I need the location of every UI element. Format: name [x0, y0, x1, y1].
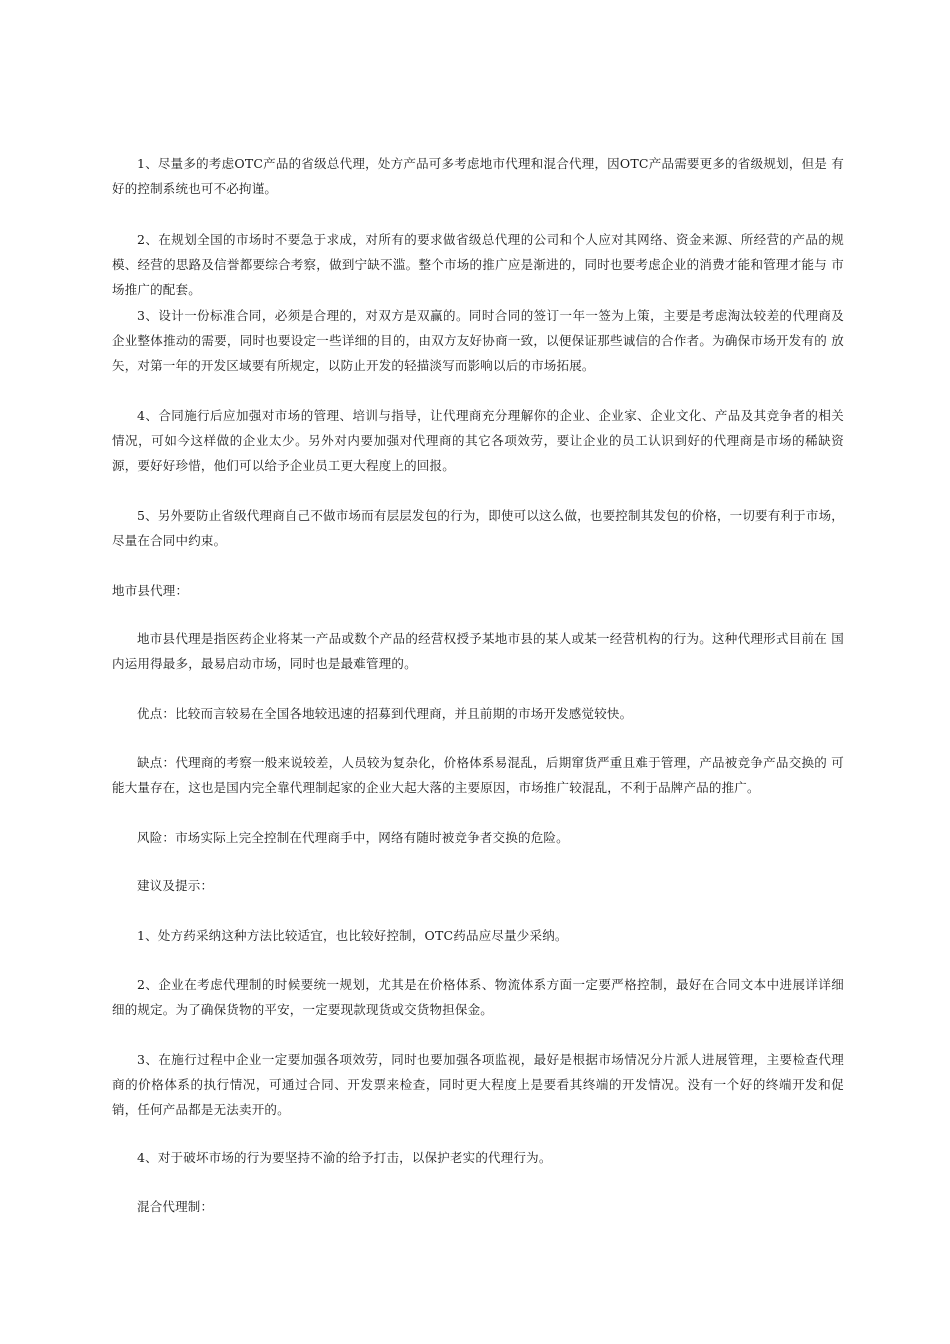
- paragraph-advantages: 优点：比较而言较易在全国各地较迅速的招募到代理商，并且前期的市场开发感觉较快。: [137, 705, 633, 721]
- paragraph-city-county-definition: 地市县代理是指医药企业将某一产品或数个产品的经营权授予某地市县的某人或某一经营机构的行为。这种代理形式目前在 国内运用得最多，最易启动市场，同时也是最难管理的。: [112, 630, 844, 671]
- paragraph-suggestion-1: 1、处方药采纳这种方法比较适宜，也比较好控制，OTC药品应尽量少采纳。: [137, 927, 568, 943]
- paragraph-provincial-5: 5、另外要防止省级代理商自己不做市场而有层层发包的行为，即使可以这么做，也要控制其发包的价格，一切要有利于市场， 尽量在合同中约束。: [112, 507, 844, 548]
- paragraph-suggestion-4: 4、对于破坏市场的行为要坚持不渝的给予打击，以保护老实的代理行为。: [137, 1149, 552, 1165]
- heading-city-county-agency: 地市县代理：: [112, 582, 189, 598]
- paragraph-suggestion-2: 2、企业在考虑代理制的时候要统一规划，尤其是在价格体系、物流体系方面一定要严格控制，最好在合同文本中进展详详细 细的规定。为了确保货物的平安，一定要现款现货或交货物担保金。: [112, 976, 844, 1017]
- paragraph-provincial-2: 2、在规划全国的市场时不要急于求成，对所有的要求做省级总代理的公司和个人应对其网络、资金来源、所经营的产品的规 模、经营的思路及信誉都要综合考察，做到宁缺不滥。整个市场的推广应是渐进的，同时也要考虑企业的消费才能和管理才能与 市场推广的配套。: [112, 231, 844, 297]
- paragraph-disadvantages: 缺点：代理商的考察一般来说较差，人员较为复杂化，价格体系易混乱，后期窜货严重且难于管理，产品被竞争产品交换的 可能大量存在，这也是国内完全靠代理制起家的企业大起大落的主要原因，市场推广较混乱，不利于品牌产品的推广。: [112, 754, 844, 795]
- heading-suggestions: 建议及提示：: [137, 877, 214, 893]
- paragraph-provincial-4: 4、合同施行后应加强对市场的管理、培训与指导，让代理商充分理解你的企业、企业家、企业文化、产品及其竞争者的相关 情况，可如今这样做的企业太少。另外对内要加强对代理商的其它各项效劳，要让企业的员工认识到好的代理商是市场的稀缺资 源，要好好珍惜，他们可以给予企业员工更大程度上的回报。: [112, 407, 844, 473]
- heading-mixed-agency: 混合代理制：: [137, 1198, 214, 1214]
- paragraph-risk: 风险：市场实际上完全控制在代理商手中，网络有随时被竞争者交换的危险。: [137, 829, 569, 845]
- paragraph-suggestion-3: 3、在施行过程中企业一定要加强各项效劳，同时也要加强各项监视，最好是根据市场情况分片派人进展管理，主要检查代理 商的价格体系的执行情况，可通过合同、开发票来检查，同时更大程度上是要看其终端的开发情况。没有一个好的终端开发和促 销，任何产品都是无法卖开的。: [112, 1051, 844, 1117]
- paragraph-provincial-1: 1、尽量多的考虑OTC产品的省级总代理，处方产品可多考虑地市代理和混合代理，因OTC产品需要更多的省级规划，但是 有好的控制系统也可不必拘谨。: [112, 155, 844, 196]
- paragraph-provincial-3: 3、设计一份标准合同，必须是合理的，对双方是双赢的。同时合同的签订一年一签为上策，主要是考虑淘汰较差的代理商及 企业整体推动的需要，同时也要设定一些详细的目的，由双方友好协商一致，以便保证那些诚信的合作者。为确保市场开发有的 放矢，对第一年的开发区域要有所规定，以防止开发的轻描淡写而影响以后的市场拓展。: [112, 307, 844, 373]
